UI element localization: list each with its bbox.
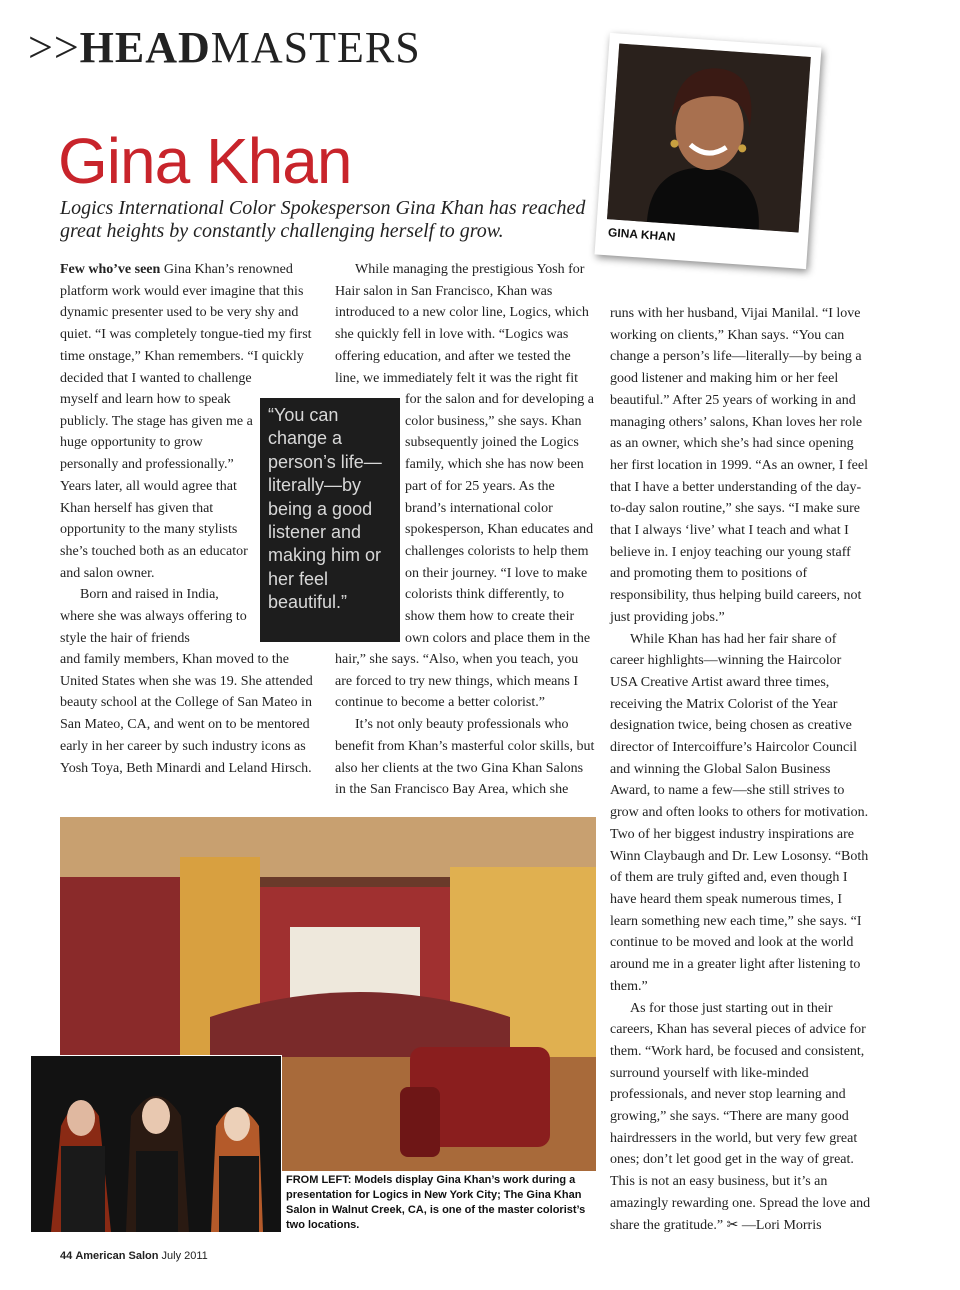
portrait-photo <box>607 44 811 233</box>
page-number: 44 <box>60 1250 73 1262</box>
header-bold: HEAD <box>79 23 211 72</box>
paragraph: runs with her husband, Vijai Manilal. “I love working on clients,” Khan says. “You can change a person’s life—literally—by being a good listener and making him or her feel beautiful.” After 25 years of working in and managing others’ salons, Khan loves her role as an owner, which she’s had since opening her first location in 1999. “As an owner, I feel that I have a better understanding of the day-to-day salon routine,” she says. “I make sure that I always ‘live’ what I teach and what I believe in. I enjoy teaching our young staff and promoting them to positions of responsibility, thus helping build careers, not just providing jobs.” <box>610 306 868 625</box>
column-2-wrap <box>405 389 597 649</box>
column-2-top <box>335 259 597 389</box>
paragraph-text: Gina Khan’s renowned platform work would ever imagine that this dynamic presenter used to be very shy and quiet. “I was completely tongue-tied my first time onstage,” Khan remembers. “I quickly decided that I wanted to challenge <box>60 262 312 386</box>
column-1-wrap <box>60 389 254 649</box>
article-title: Gina Khan <box>58 125 352 197</box>
models-illustration <box>31 1056 281 1232</box>
column-3 <box>610 303 872 1236</box>
column-2-bottom <box>335 649 597 801</box>
header-prefix: >> <box>28 23 80 72</box>
models-photo <box>30 1055 282 1233</box>
paragraph: hair,” she says. “Also, when you teach, you are forced to try new things, which means I continue to become a better colorist.” <box>335 652 579 711</box>
folio <box>60 1250 208 1262</box>
paragraph: As for those just starting out in their careers, Khan has several pieces of advice for them. “Work hard, be focused and consistent, surround yourself with like-minded professionals, and never stop learning and growing,” she says. “There are many good hairdressers in the world, but very few great ones; don’t let good get in the way of great. This is not an easy business, but it’s an amazingly rewarding one. Spread the love and share the gratitude.” ✂ —Lori Morris <box>610 1000 871 1233</box>
paragraph: Born and raised in India, where she was always offering to style the hair of friends <box>60 587 247 646</box>
issue-date: July 2011 <box>161 1250 208 1262</box>
header-rest: MASTERS <box>210 23 421 72</box>
portrait-illustration <box>607 44 811 233</box>
column-1-top <box>60 259 322 389</box>
column-1-bottom <box>60 649 322 779</box>
paragraph: and family members, Khan moved to the United States when she was 19. She attended beauty school at the College of San Mateo in San Mateo, CA, and went on to be mentored early in her career by such industry icons as Yosh Toya, Beth Minardi and Leland Hirsch. <box>60 652 313 776</box>
paragraph: While Khan has had her fair share of career highlights—winning the Haircolor USA Creative Artist award three times, receiving the Matrix Colorist of the Year designation twice, being chosen as creative director of Intercoiffure’s Haircolor Council and winning the Global Salon Business Award, to name a few—she still strives to grow and often looks to others for motivation. Two of her biggest industry inspirations are Winn Claybaugh and Dr. Lew Losonsy. “Both of them are truly gifted and, even though I have heard them speak numerous times, I learn something new each time,” she says. “I continue to be moved and look at the world around me in a greater light after listening to them.” <box>610 631 869 994</box>
figure-caption: FROM LEFT: Models display Gina Khan’s work during a presentation for Logics in New York City; The Gina Khan Salon in Walnut Creek, CA, is one of the master colorist’s two locations. <box>286 1174 586 1231</box>
paragraph <box>60 259 322 389</box>
paragraph: for the salon and for developing a color business,” she says. Khan subsequently joined the Logics family, which she has now been part of for 25 years. As the brand’s international color spokesperson, Khan educates and challenges colorists to help them on their journey. “I love to make colorists think differently, to show them how to create their own colors and place them in the <box>405 392 594 646</box>
article-deck: Logics International Color Spokesperson Gina Khan has reached great heights by constantly challenging herself to grow. <box>60 197 586 242</box>
section-header <box>28 22 421 73</box>
paragraph: While managing the prestigious Yosh for Hair salon in San Francisco, Khan was introduced to a new color line, Logics, which she quickly fell in love with. “Logics was offering education, and after we tested the line, we immediately felt it was the right fit <box>335 262 589 386</box>
lead-in: Few who’ve seen <box>60 262 161 277</box>
portrait-photo-frame <box>595 33 822 269</box>
portrait-caption: GINA KHAN <box>607 225 676 244</box>
paragraph: myself and learn how to speak publicly. The stage has given me a huge opportunity to grow personally and professionally.” Years later, all would agree that Khan herself has given that opportunity to the many stylists she’s touched both as an educator and salon owner. <box>60 392 253 581</box>
magazine-name: American Salon <box>75 1250 159 1262</box>
paragraph: It’s not only beauty professionals who benefit from Khan’s masterful color skills, but also her clients at the two Gina Khan Salons in the San Francisco Bay Area, which she <box>335 717 595 798</box>
pull-quote: “You can change a person’s life—literally—by being a good listener and making him or her feel beautiful.” <box>260 398 400 642</box>
